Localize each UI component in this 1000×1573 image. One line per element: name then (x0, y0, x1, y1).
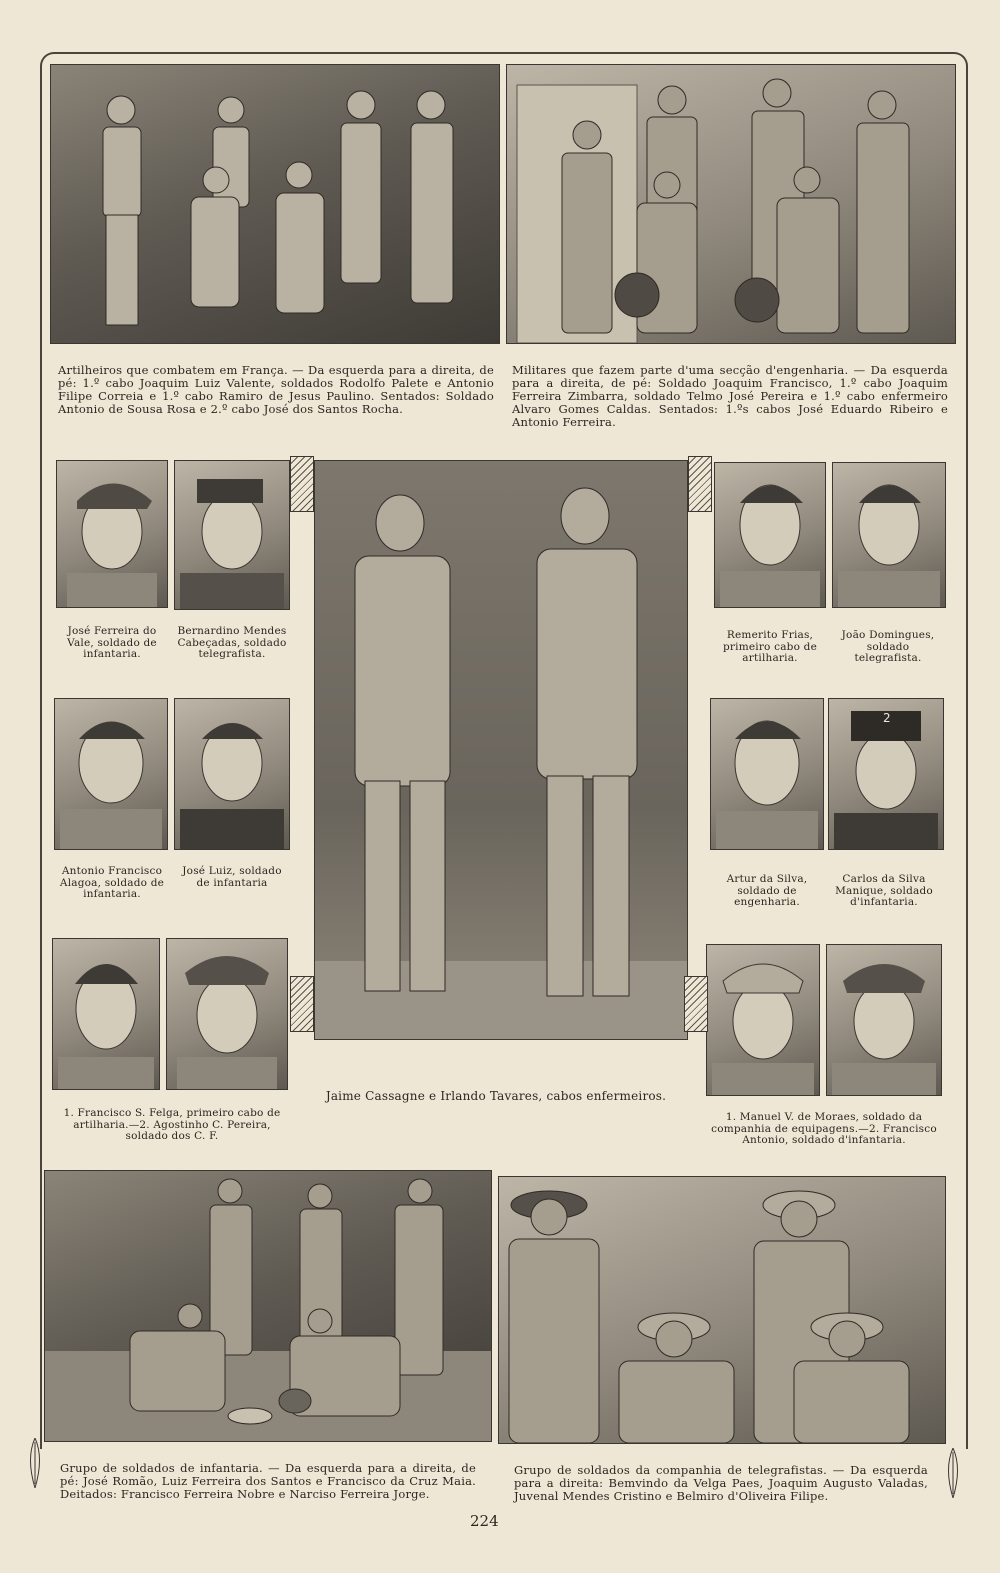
caption-alagoa: Antonio Francisco Alagoa, soldado de infantaria. (59, 865, 165, 900)
portrait-badge: 2 (883, 711, 891, 725)
ornament-top-left (290, 456, 314, 512)
caption-luiz: José Luiz, soldado de infantaria (182, 865, 282, 889)
caption-manique: Carlos da Silva Manique, soldado d'infantaria. (835, 873, 933, 908)
ornament-bottom-right (684, 976, 708, 1032)
photo-telegrafistas-grupo (498, 1176, 946, 1444)
caption-cabecadas: Bernardino Mendes Cabeçadas, soldado telegrafista. (177, 625, 287, 660)
portrait-moraes (706, 944, 820, 1096)
caption-vale: José Ferreira do Vale, soldado de infantaria. (67, 625, 157, 660)
caption-infantaria-grupo: Grupo de soldados de infantaria. — Da esquerda para a direita, de pé: José Romão, Luiz Ferreira dos Santos e Francisco da Cruz Maia. Deitados: Francisco Ferreira Nobre e Narciso Ferreira Jorge. (60, 1461, 476, 1501)
portrait-artur (710, 698, 824, 850)
caption-frias: Remerito Frias, primeiro cabo de artilharia. (723, 629, 817, 664)
caption-domingues: João Domingues, soldado telegrafista. (841, 629, 935, 664)
page-number: 224 (470, 1512, 499, 1530)
caption-cassagne: Jaime Cassagne e Irlando Tavares, cabos enfermeiros. (325, 1089, 667, 1103)
portrait-luiz (174, 698, 290, 850)
ornament-bottom-left (290, 976, 314, 1032)
portrait-francisco-antonio (826, 944, 942, 1096)
photo-artilheiros (50, 64, 500, 344)
portrait-vale (56, 460, 168, 608)
portrait-alagoa (54, 698, 168, 850)
leaf-ornament-left (26, 1438, 44, 1488)
ornament-top-right (688, 456, 712, 512)
caption-artilheiros: Artilheiros que combatem em França. — Da esquerda para a direita, de pé: 1.º cabo Joaquim Luiz Valente, soldados Rodolfo Palete e Antonio Filipe Correia e 1.º cabo Ramiro de Jesus Paulino. Sentados: Soldado Antonio de Sousa Rosa e 2.º cabo José dos Santos Rocha. (58, 363, 494, 416)
portrait-domingues (832, 462, 946, 608)
photo-engenharia (506, 64, 956, 344)
caption-felga: 1. Francisco S. Felga, primeiro cabo de artilharia.—2. Agostinho C. Pereira, soldado dos C. F. (63, 1107, 281, 1142)
portrait-felga (52, 938, 160, 1090)
leaf-ornament-right (944, 1448, 962, 1498)
photo-infantaria-grupo (44, 1170, 492, 1442)
caption-telegrafistas-grupo: Grupo de soldados da companhia de telegrafistas. — Da esquerda para a direita: Bemvindo da Velga Paes, Joaquim Augusto Valadas, Juvenal Mendes Cristino e Belmiro d'Oliveira Filipe. (514, 1463, 928, 1503)
caption-artur: Artur da Silva, soldado de engenharia. (726, 873, 808, 908)
portrait-cabecadas (174, 460, 290, 610)
caption-moraes: 1. Manuel V. de Moraes, soldado da companhia de equipagens.—2. Francisco Antonio, soldado d'infantaria. (711, 1111, 937, 1146)
portrait-pereira (166, 938, 288, 1090)
portrait-frias (714, 462, 826, 608)
portrait-manique (828, 698, 944, 850)
photo-cassagne-tavares (314, 460, 688, 1040)
caption-engenharia: Militares que fazem parte d'uma secção d'engenharia. — Da esquerda para a direita, de pé: Soldado Joaquim Francisco, 1.º cabo Joaquim Ferreira Zimbarra, soldado Telmo José Pereira e 1.º cabo enfermeiro Alvaro Gomes Caldas. Sentados: 1.ºs cabos José Eduardo Ribeiro e Antonio Ferreira. (512, 363, 948, 429)
